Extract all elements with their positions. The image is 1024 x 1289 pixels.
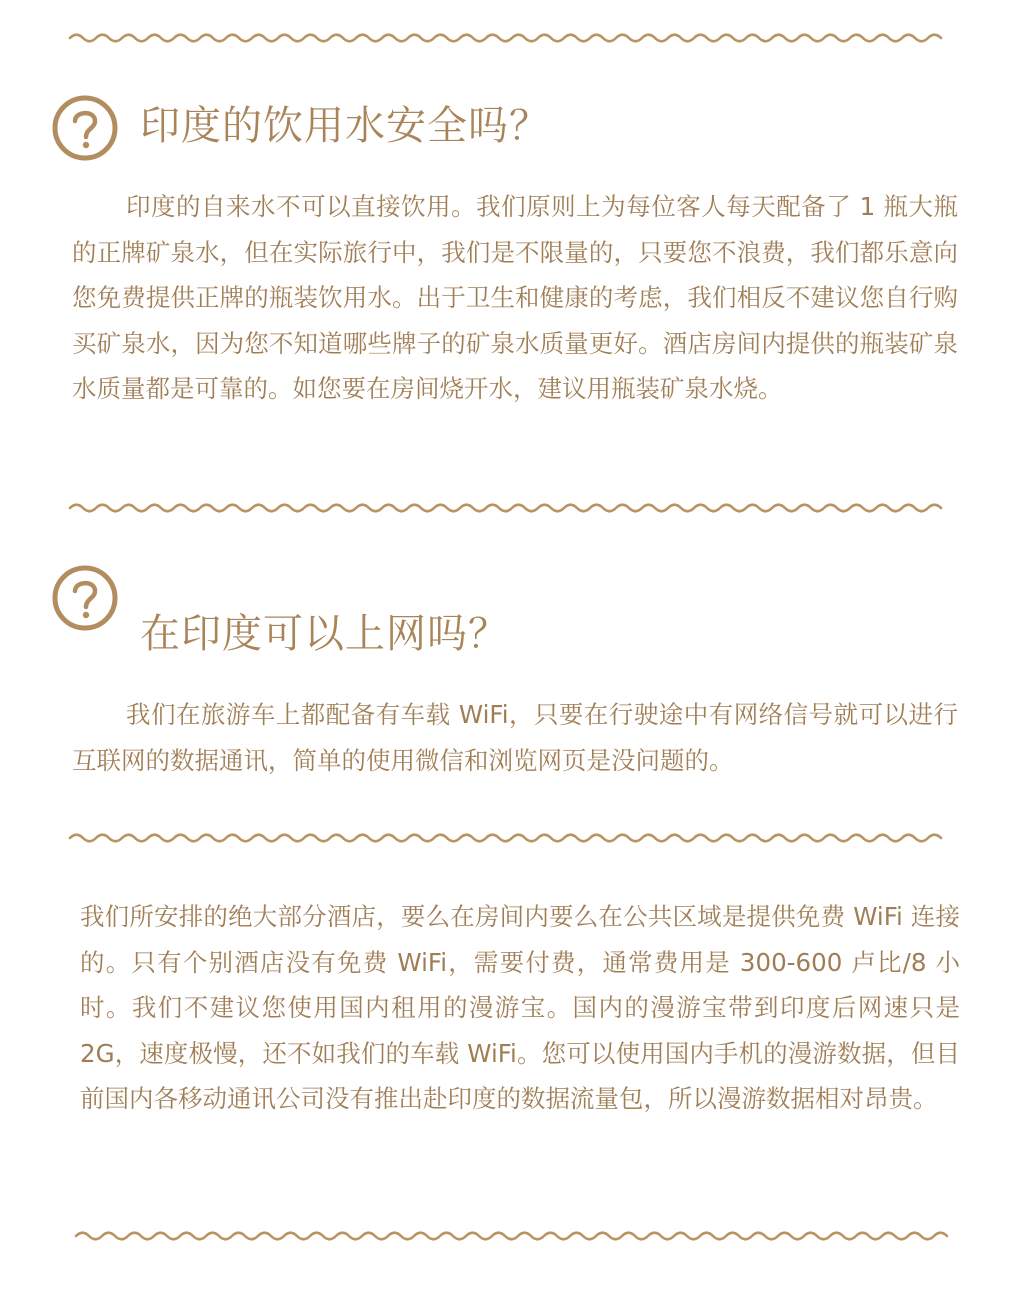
paragraph-hotel-wifi: 我们所安排的绝大部分酒店，要么在房间内要么在公共区域是提供免费 WiFi 连接的。只有个别酒店没有免费 WiFi，需要付费，通常费用是 300-600 卢比/8 小时。我们不建议您使用国内租用的漫游宝。国内的漫游宝带到印度后网速只是 2G，速度极慢，还不如我们的车载 WiFi。您可以使用国内手机的漫游数据，但目前国内各移动通讯公司没有推出赴印度的数据流量包，所以漫游数据相对昂贵。 (80, 902, 960, 1113)
paragraph-water: 印度的自来水不可以直接饮用。我们原则上为每位客人每天配备了 1 瓶大瓶的正牌矿泉水，但在实际旅行中，我们是不限量的，只要您不浪费，我们都乐意向您免费提供正牌的瓶装饮用水。出于卫生和健康的考虑，我们相反不建议您自行购买矿泉水，因为您不知道哪些牌子的矿泉水质量更好。酒店房间内提供的瓶装矿泉水质量都是可靠的。如您要在房间烧开水，建议用瓶装矿泉水烧。 (72, 192, 958, 403)
paragraph-internet: 我们在旅游车上都配备有车载 WiFi，只要在行驶途中有网络信号就可以进行互联网的数据通讯，简单的使用微信和浏览网页是没问题的。 (72, 700, 958, 775)
question-circle-icon (52, 565, 118, 631)
wavy-divider-top (68, 30, 954, 46)
wavy-divider-2 (68, 830, 954, 846)
wavy-divider-1 (68, 500, 954, 516)
section-title-internet: 在印度可以上网吗？ (140, 611, 509, 657)
wavy-divider-bottom (74, 1228, 960, 1244)
wavy-divider-top-shape (68, 30, 954, 46)
question-circle-icon (52, 95, 118, 161)
section-title-water: 印度的饮用水安全吗？ (140, 103, 550, 149)
